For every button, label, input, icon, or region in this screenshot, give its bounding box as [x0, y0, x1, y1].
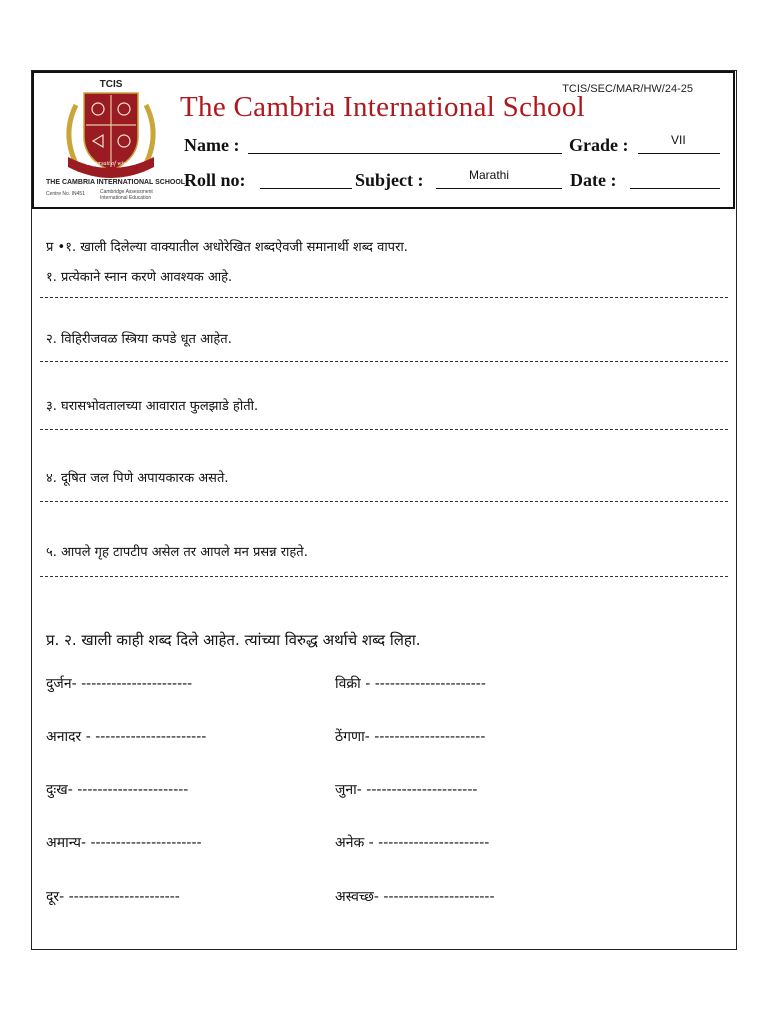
answer-line[interactable]	[40, 297, 728, 298]
question-1-heading: प्र •१. खाली दिलेल्या वाक्यातील अधोरेखित शब्दऐवजी समानार्थी शब्द वापरा.	[46, 240, 408, 255]
question-1-item: २. विहिरीजवळ स्त्रिया कपडे धूत आहेत.	[46, 332, 232, 347]
logo-motto: In pursuit of wisdom	[86, 161, 136, 167]
antonym-item: अस्वच्छ- ----------------------	[335, 889, 495, 905]
antonym-item: अनादर - ----------------------	[46, 729, 207, 745]
school-logo	[46, 75, 186, 205]
worksheet-frame	[31, 70, 737, 950]
worksheet-header	[32, 71, 735, 209]
logo-school-name: THE CAMBRIA INTERNATIONAL SCHOOL	[46, 179, 186, 186]
antonym-item: ठेंगणा- ----------------------	[335, 729, 486, 745]
reference-code: TCIS/SEC/MAR/HW/24-25	[562, 83, 693, 95]
antonym-item: जुना- ----------------------	[335, 782, 478, 798]
answer-line[interactable]	[40, 501, 728, 502]
answer-line[interactable]	[40, 429, 728, 430]
question-1-item: ३. घरासभोवतालच्या आवारात फुलझाडे होती.	[46, 399, 259, 414]
grade-label: Grade :	[569, 135, 629, 155]
grade-field[interactable]	[638, 153, 720, 154]
answer-line[interactable]	[40, 576, 728, 577]
antonym-item: विक्री - ----------------------	[335, 676, 486, 692]
question-1-item: ४. दूषित जल पिणे अपायकारक असते.	[46, 471, 229, 486]
roll-number-field[interactable]	[260, 188, 352, 189]
date-field[interactable]	[630, 188, 720, 189]
antonym-item: दुःख- ----------------------	[46, 782, 189, 798]
question-1-item: १. प्रत्येकाने स्नान करणे आवश्यक आहे.	[46, 270, 233, 285]
logo-centre-number: Centre No. IN451	[46, 191, 85, 197]
subject-label: Subject :	[355, 170, 424, 190]
logo-board: Cambridge Assessment International Education	[100, 189, 153, 201]
subject-field[interactable]	[436, 188, 562, 189]
antonym-item: अनेक - ----------------------	[335, 835, 490, 851]
subject-value: Marathi	[469, 168, 510, 182]
roll-number-label: Roll no:	[184, 170, 246, 190]
school-name: The Cambria International School	[180, 91, 586, 123]
question-2-heading: प्र. २. खाली काही शब्द दिले आहेत. त्यांच्या विरुद्ध अर्थाचे शब्द लिहा.	[46, 631, 421, 649]
logo-acronym: TCIS	[99, 79, 123, 90]
name-field[interactable]	[248, 153, 562, 154]
question-1-item: ५. आपले गृह टापटीप असेल तर आपले मन प्रसन्न राहते.	[46, 545, 308, 560]
name-label: Name :	[184, 135, 240, 155]
antonym-item: दुर्जन- ----------------------	[46, 676, 193, 692]
antonym-item: दूर- ----------------------	[46, 889, 180, 905]
antonym-item: अमान्य- ----------------------	[46, 835, 202, 851]
grade-value: VII	[671, 133, 686, 147]
date-label: Date :	[570, 170, 617, 190]
answer-line[interactable]	[40, 361, 728, 362]
